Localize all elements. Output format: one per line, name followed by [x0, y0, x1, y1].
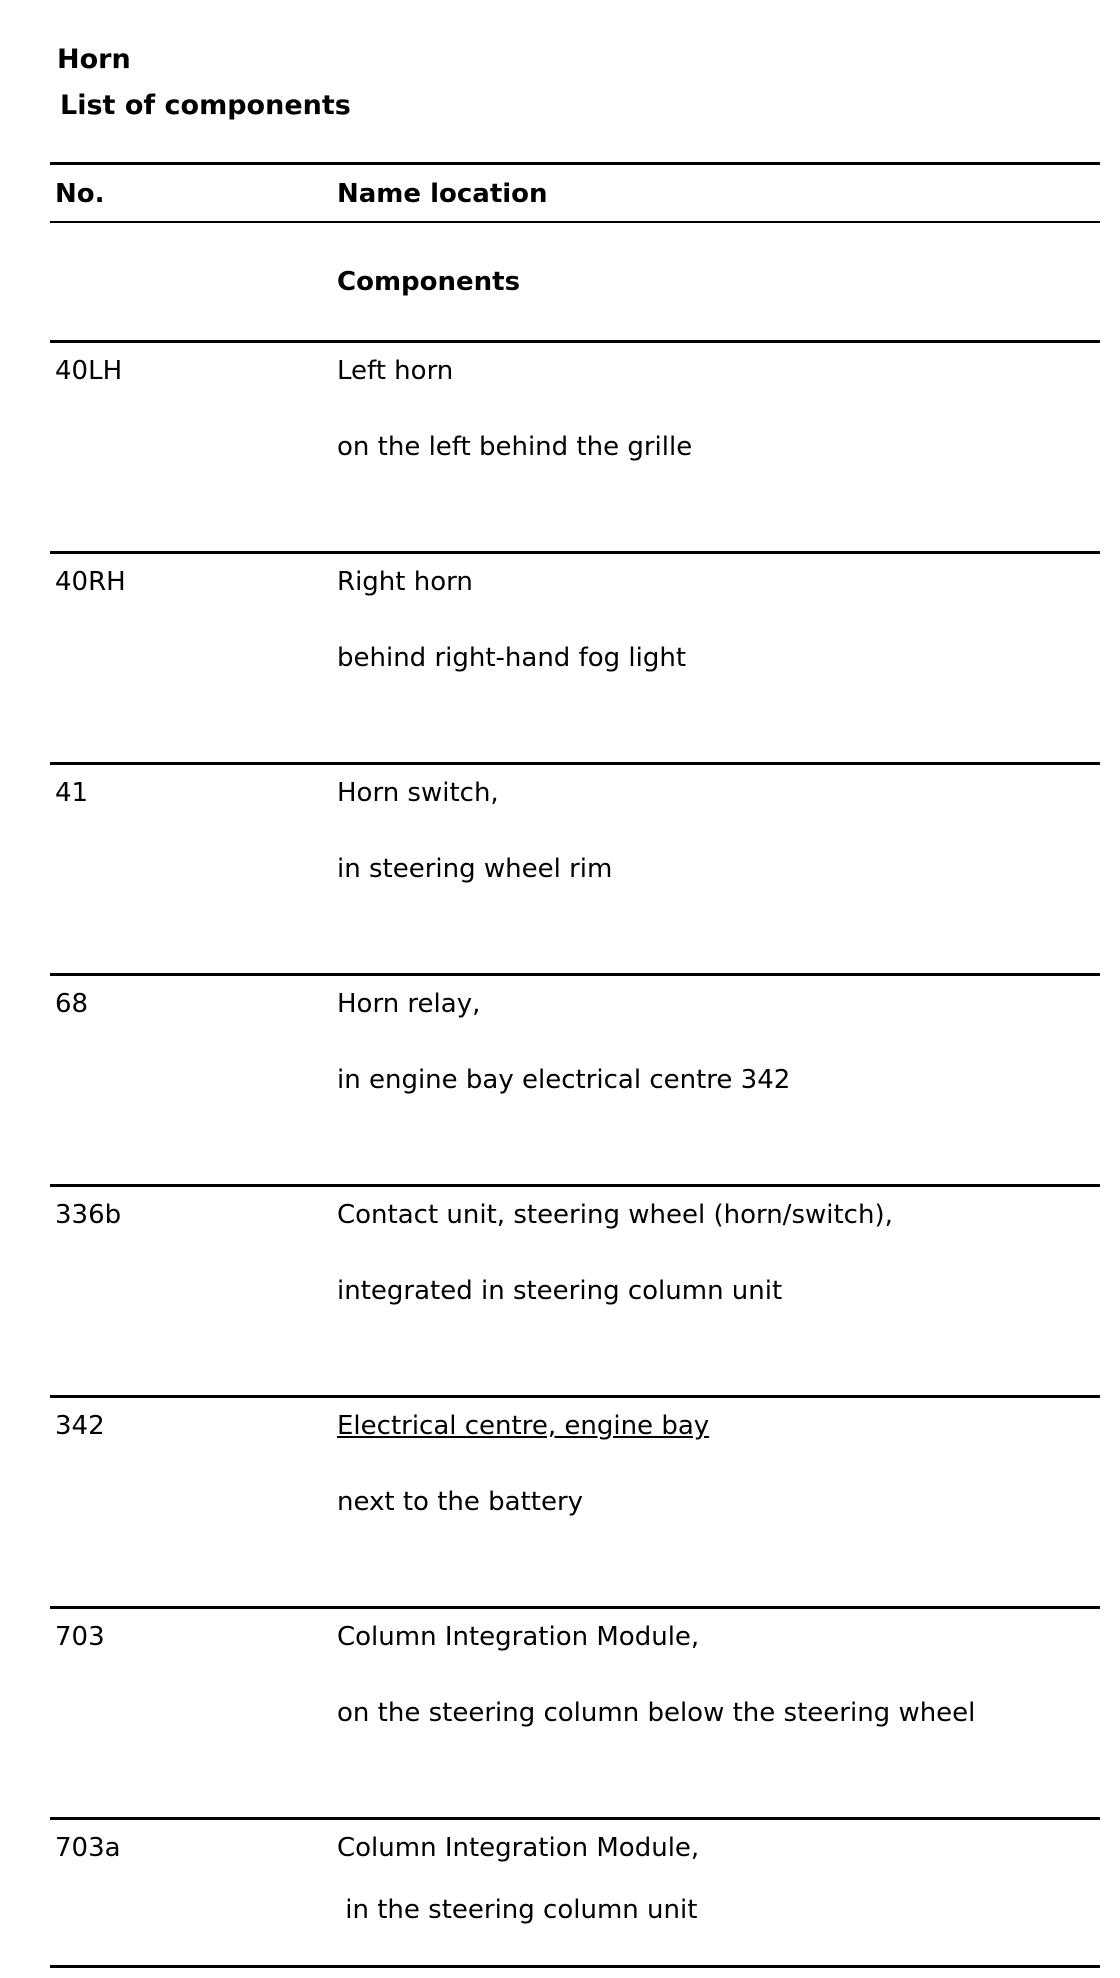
row-no: 40LH: [55, 356, 123, 386]
row-divider: [50, 1395, 1100, 1398]
row-no: 342: [55, 1411, 105, 1441]
row-divider: [50, 1817, 1100, 1820]
row-no: 41: [55, 778, 89, 808]
table-top-rule: [50, 162, 1100, 165]
header-divider: [50, 221, 1100, 223]
row-name: Left horn: [337, 356, 454, 386]
row-divider: [50, 551, 1100, 554]
row-name: Contact unit, steering wheel (horn/switch),: [337, 1200, 893, 1230]
page-title: Horn: [57, 44, 131, 75]
row-no: 68: [55, 989, 89, 1019]
row-name: Column Integration Module,: [337, 1622, 700, 1652]
header-name-location: Name location: [337, 179, 548, 209]
header-no: No.: [55, 179, 105, 209]
row-divider: [50, 1606, 1100, 1609]
row-name: Horn switch,: [337, 778, 499, 808]
row-location: behind right-hand fog light: [337, 643, 687, 673]
row-divider: [50, 973, 1100, 976]
row-location: in the steering column unit: [337, 1895, 698, 1925]
page-subtitle: List of components: [60, 90, 351, 121]
row-location: on the steering column below the steering wheel: [337, 1698, 976, 1728]
row-location: in engine bay electrical centre 342: [337, 1065, 791, 1095]
row-name: Horn relay,: [337, 989, 481, 1019]
row-name: Column Integration Module,: [337, 1833, 700, 1863]
row-name: Right horn: [337, 567, 473, 597]
row-no: 703a: [55, 1833, 121, 1863]
section-divider: [50, 340, 1100, 343]
row-no: 336b: [55, 1200, 122, 1230]
row-location: integrated in steering column unit: [337, 1276, 783, 1306]
row-location: in steering wheel rim: [337, 854, 613, 884]
section-label: Components: [337, 267, 521, 297]
electrical-centre-link[interactable]: Electrical centre, engine bay: [337, 1411, 710, 1441]
row-no: 40RH: [55, 567, 126, 597]
row-location: on the left behind the grille: [337, 432, 693, 462]
row-divider: [50, 762, 1100, 765]
row-no: 703: [55, 1622, 105, 1652]
row-location: next to the battery: [337, 1487, 584, 1517]
table-bottom-rule: [50, 1965, 1100, 1968]
row-divider: [50, 1184, 1100, 1187]
